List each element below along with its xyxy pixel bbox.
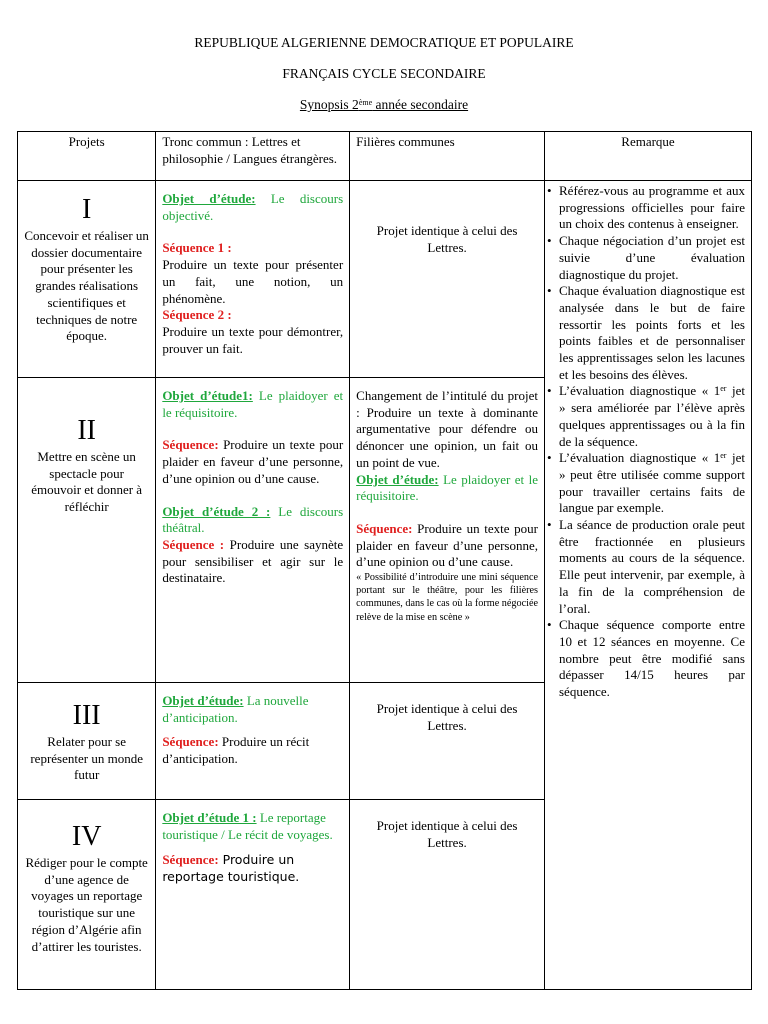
bullet-icon: • (547, 283, 552, 299)
remark-text: jet » peut être utilisée comme support pour travailler certains faits de langue par exemple. (559, 450, 745, 516)
project-text: Mettre en scène un spectacle pour émouvoir et donner à réfléchir (31, 449, 143, 515)
project-number: I (81, 194, 92, 225)
sequence-text: Produire un récit d’anticipation. (162, 734, 310, 767)
filieres-text: Projet identique à celui des Lettres. (376, 701, 518, 733)
remark-sup: er (720, 384, 727, 394)
table-row (18, 181, 752, 378)
objet-label: Objet d’étude: (162, 693, 244, 708)
remarque-cell (545, 181, 752, 990)
sequence-text: Produire un texte pour démontrer, prouver un fait. (162, 323, 344, 356)
remark-text: jet » sera améliorée par l’élève après quelques apprentissages ou à la fin de la séquence. (559, 383, 745, 449)
sequence-label: Séquence: (162, 852, 219, 868)
project-cell (18, 181, 156, 378)
sequence-label: Séquence 2 : (162, 307, 232, 323)
bullet-icon: • (547, 183, 552, 198)
sequence-label: Séquence: (162, 734, 219, 750)
list-item (547, 617, 745, 701)
objet-text: Le reportage touristique / Le récit de voyages. (162, 810, 333, 842)
synopsis-pre: Synopsis 2 (299, 97, 359, 112)
header-tronc-commun: Tronc commun : Lettres et philosophie / Langues étrangères. (156, 132, 350, 181)
bullet-icon: • (547, 617, 552, 633)
project-text: Relater pour se représenter un monde futur (30, 734, 143, 783)
filieres-cell (350, 800, 545, 990)
remark-sup: er (720, 451, 727, 461)
objet-text: Le discours objectivé. (162, 191, 344, 223)
header-remarque: Remarque (545, 132, 752, 181)
list-item (547, 233, 745, 283)
sequence-label: Séquence: (356, 520, 413, 536)
filieres-cell (350, 378, 545, 683)
objet-text: Le plaidoyer et le réquisitoire. (356, 471, 538, 504)
filieres-intro: Changement de l’intitulé du projet : Produire un texte à dominante argumentative pour défendre ou dénoncer une opinion, un fait ou un point de vue. (356, 388, 538, 470)
table-header-row (18, 132, 752, 181)
tronc-cell (156, 378, 350, 683)
sequence-text: Produire une saynète pour sensibiliser et agir sur le destinataire. (162, 536, 344, 586)
sequence-text: Produire un texte pour présenter un fait, une notion, un phénomène. (162, 257, 344, 306)
project-cell (18, 800, 156, 990)
project-cell (18, 683, 156, 800)
sequence-label: Séquence : (162, 536, 225, 552)
sequence-text: Produire un reportage touristique. (162, 852, 300, 885)
objet-label: Objet d’étude 2 : (162, 503, 271, 519)
project-number: IV (71, 821, 102, 852)
bullet-icon: • (547, 233, 552, 249)
remark-text: Chaque séquence comporte entre 10 et 12 séances en moyenne. Ce nombre peut être modifié sans dépasser 14/15 heures par séquence. (559, 617, 745, 700)
header-projets: Projets (18, 132, 156, 181)
list-item (547, 517, 745, 617)
project-cell (18, 378, 156, 683)
objet-label: Objet d’étude 1 : (162, 810, 257, 825)
filieres-cell (350, 181, 545, 378)
list-item (547, 383, 745, 450)
objet-text: La nouvelle d’anticipation. (162, 693, 309, 725)
bullet-icon: • (547, 450, 552, 466)
header-title-republic: REPUBLIQUE ALGERIENNE DEMOCRATIQUE ET POPULAIRE (194, 35, 574, 50)
remark-text: Chaque évaluation diagnostique est analysée dans le but de faire ressortir les points forts et les points faibles et de personnaliser les apprentissages selon les lacunes et les besoins des élèves. (559, 283, 745, 382)
bullet-icon: • (547, 517, 552, 533)
remark-text: Référez-vous au programme et aux progressions officielles pour faire un choix des contenus à enseigner. (559, 183, 745, 232)
tronc-cell (156, 683, 350, 800)
objet-label: Objet d’étude: (162, 191, 256, 206)
objet-label: Objet d’étude: (356, 471, 439, 487)
sequence-text: Produire un texte pour plaider en faveur d’une personne, d’une opinion ou d’une cause. (356, 520, 538, 570)
project-number: II (77, 415, 96, 446)
bullet-icon: • (547, 383, 552, 399)
remark-text: L’évaluation diagnostique « 1 (559, 450, 721, 466)
sequence-label: Séquence: (162, 437, 219, 453)
filieres-text: Projet identique à celui des Lettres. (376, 818, 518, 850)
tronc-cell (156, 800, 350, 990)
tronc-cell (156, 181, 350, 378)
list-item (547, 283, 745, 383)
filieres-note: « Possibilité d’introduire une mini séquence portant sur le théâtre, pour les filières communes, dans le cas où la forme négociée relève de la mise en scène » (356, 572, 538, 623)
project-number: III (72, 700, 101, 731)
remark-text: La séance de production orale peut être fractionnée en plusieurs moments au cours de la séquence. Elle peut intervenir, par exemple, à la fin de la compréhension de l’oral. (559, 517, 745, 616)
synopsis-sup: ème (358, 98, 373, 107)
filieres-cell (350, 683, 545, 800)
project-text: Rédiger pour le compte d’une agence de voyages un reportage touristique sur une région d’Algérie afin d’attirer les touristes. (25, 855, 148, 954)
synopsis-table (17, 131, 752, 990)
objet-text: Le plaidoyer et le réquisitoire. (162, 388, 344, 420)
header-synopsis (0, 97, 768, 113)
list-item (547, 183, 745, 233)
remark-text: Chaque négociation d’un projet est suivie d’une évaluation diagnostique du projet. (559, 233, 745, 282)
remarks-list (547, 183, 745, 701)
header-filieres: Filières communes (350, 132, 545, 181)
header-subtitle-cycle: FRANÇAIS CYCLE SECONDAIRE (282, 66, 486, 81)
objet-label: Objet d’étude1: (162, 388, 253, 403)
sequence-text: Produire un texte pour plaider en faveur d’une personne, d’une opinion ou d’une cause. (162, 437, 344, 486)
synopsis-post: année secondaire (372, 97, 469, 112)
remark-text: L’évaluation diagnostique « 1 (559, 383, 721, 399)
filieres-text: Projet identique à celui des Lettres. (376, 223, 518, 255)
objet-text: Le discours théâtral. (162, 503, 344, 536)
project-text: Concevoir et réaliser un dossier documentaire pour présenter les grandes réalisations scientifiques et techniques de notre époque. (24, 228, 149, 344)
list-item (547, 450, 745, 517)
sequence-label: Séquence 1 : (162, 240, 232, 256)
